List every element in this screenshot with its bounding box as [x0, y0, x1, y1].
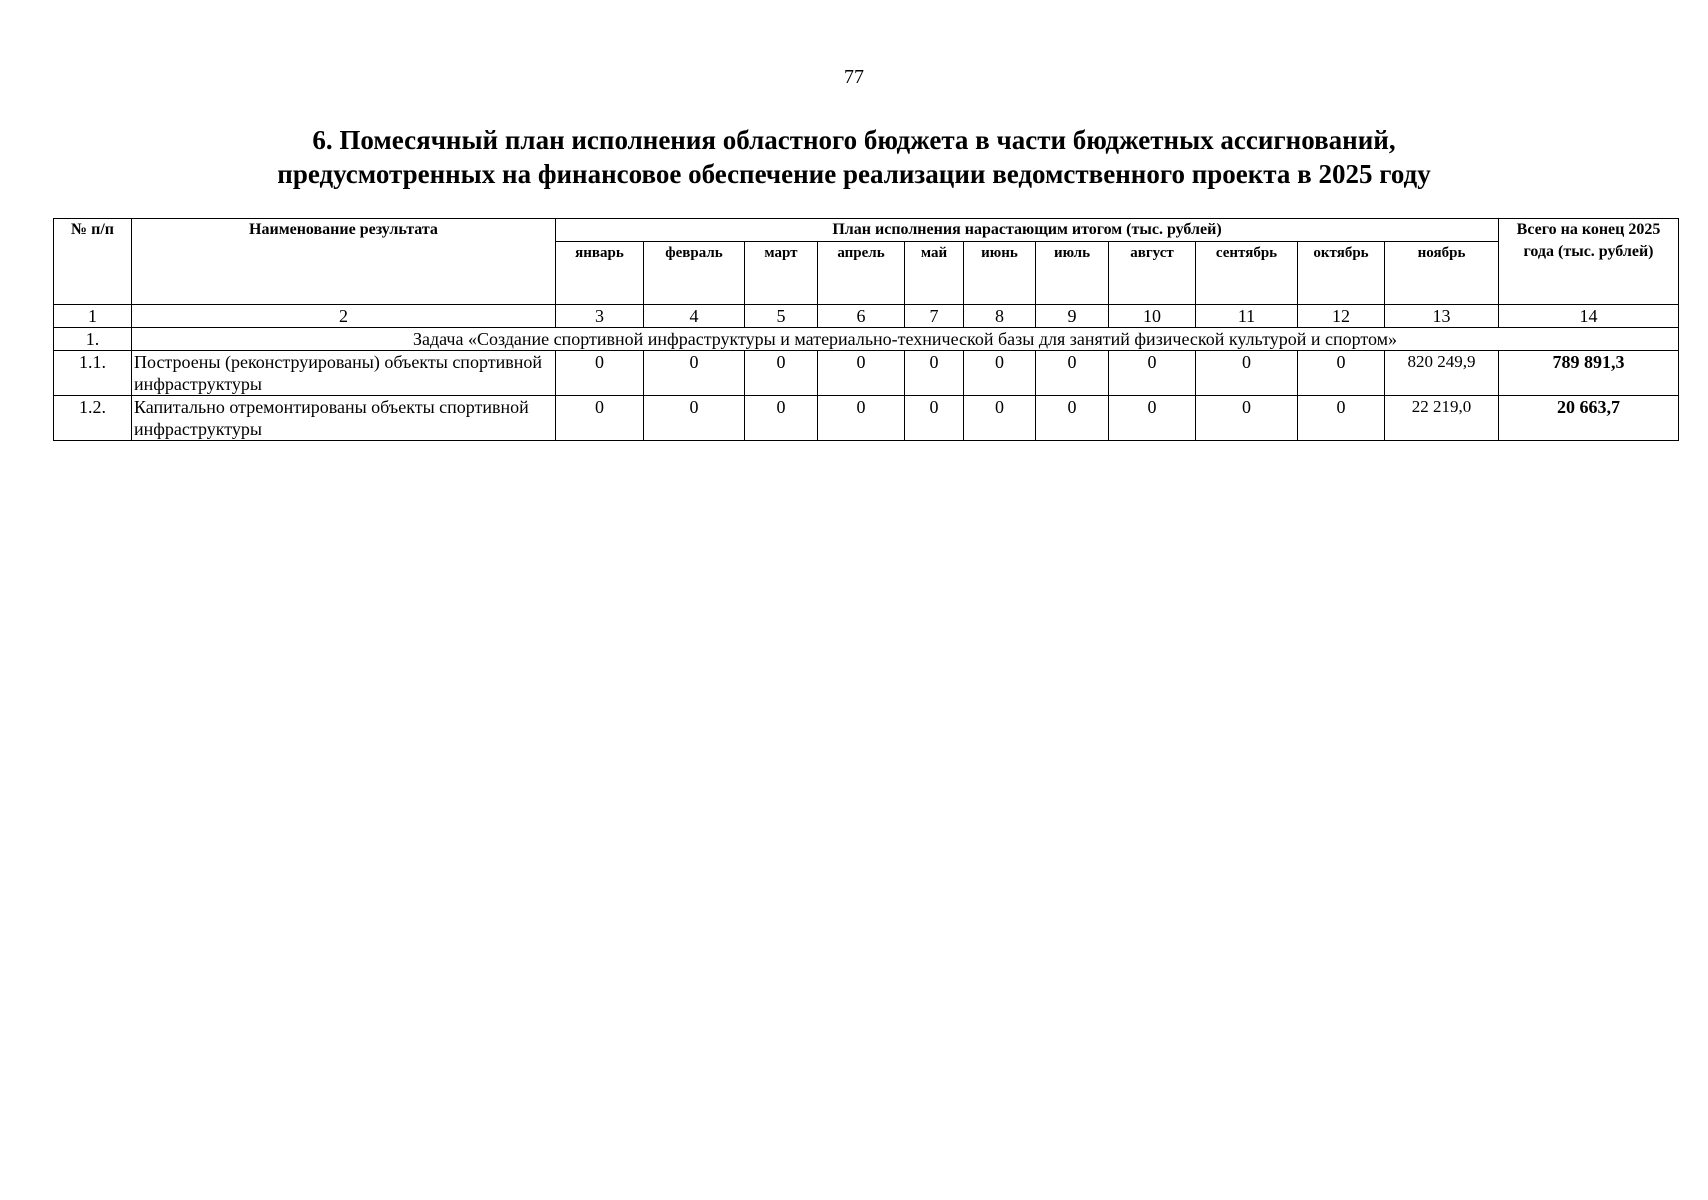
column-number: 2 — [132, 305, 556, 328]
header-month: январь — [556, 242, 644, 305]
column-number-row — [54, 305, 1679, 328]
row-value: 0 — [1109, 396, 1196, 441]
row-value: 0 — [644, 396, 745, 441]
header-plan-group: План исполнения нарастающим итогом (тыс. рублей) — [556, 219, 1499, 242]
column-number: 14 — [1499, 305, 1679, 328]
column-number: 8 — [964, 305, 1036, 328]
row-value: 0 — [964, 351, 1036, 396]
header-name: Наименование результата — [132, 219, 556, 305]
row-value: 22 219,0 — [1385, 396, 1499, 441]
document-title — [0, 123, 1708, 191]
header-month: ноябрь — [1385, 242, 1499, 305]
column-number: 10 — [1109, 305, 1196, 328]
row-value: 0 — [818, 351, 905, 396]
header-month: февраль — [644, 242, 745, 305]
header-total: Всего на конец 2025 года (тыс. рублей) — [1499, 219, 1679, 305]
budget-plan-table — [53, 218, 1679, 441]
header-month: август — [1109, 242, 1196, 305]
row-name: Капитально отремонтированы объекты спортивной инфраструктуры — [132, 396, 556, 441]
header-month: октябрь — [1298, 242, 1385, 305]
header-month: апрель — [818, 242, 905, 305]
column-number: 9 — [1036, 305, 1109, 328]
header-num: № п/п — [54, 219, 132, 305]
row-value: 0 — [1196, 351, 1298, 396]
row-value: 0 — [745, 396, 818, 441]
header-month: март — [745, 242, 818, 305]
header-month: сентябрь — [1196, 242, 1298, 305]
row-total: 789 891,3 — [1499, 351, 1679, 396]
column-number: 6 — [818, 305, 905, 328]
column-number: 3 — [556, 305, 644, 328]
table-row — [54, 396, 1679, 441]
row-value: 0 — [556, 351, 644, 396]
row-value: 820 249,9 — [1385, 351, 1499, 396]
row-num: 1.2. — [54, 396, 132, 441]
row-value: 0 — [644, 351, 745, 396]
header-month: май — [905, 242, 964, 305]
row-value: 0 — [556, 396, 644, 441]
table-row — [54, 351, 1679, 396]
task-num: 1. — [54, 328, 132, 351]
task-text: Задача «Создание спортивной инфраструктуры и материально-технической базы для занятий физической культурой и спортом» — [132, 328, 1679, 351]
header-month: июль — [1036, 242, 1109, 305]
row-value: 0 — [1298, 351, 1385, 396]
title-line-2: предусмотренных на финансовое обеспечение реализации ведомственного проекта в 2025 году — [277, 159, 1431, 189]
row-value: 0 — [964, 396, 1036, 441]
row-num: 1.1. — [54, 351, 132, 396]
row-value: 0 — [905, 351, 964, 396]
row-value: 0 — [745, 351, 818, 396]
row-value: 0 — [1298, 396, 1385, 441]
row-name: Построены (реконструированы) объекты спортивной инфраструктуры — [132, 351, 556, 396]
column-number: 11 — [1196, 305, 1298, 328]
title-line-1: 6. Помесячный план исполнения областного бюджета в части бюджетных ассигнований, — [312, 125, 1396, 155]
page-number: 77 — [844, 66, 864, 88]
row-total: 20 663,7 — [1499, 396, 1679, 441]
column-number: 7 — [905, 305, 964, 328]
row-value: 0 — [1036, 351, 1109, 396]
row-value: 0 — [905, 396, 964, 441]
column-number: 12 — [1298, 305, 1385, 328]
header-month: июнь — [964, 242, 1036, 305]
row-value: 0 — [818, 396, 905, 441]
header-row-1 — [54, 219, 1679, 242]
row-value: 0 — [1109, 351, 1196, 396]
task-row — [54, 328, 1679, 351]
column-number: 13 — [1385, 305, 1499, 328]
row-value: 0 — [1036, 396, 1109, 441]
row-value: 0 — [1196, 396, 1298, 441]
column-number: 5 — [745, 305, 818, 328]
column-number: 1 — [54, 305, 132, 328]
column-number: 4 — [644, 305, 745, 328]
